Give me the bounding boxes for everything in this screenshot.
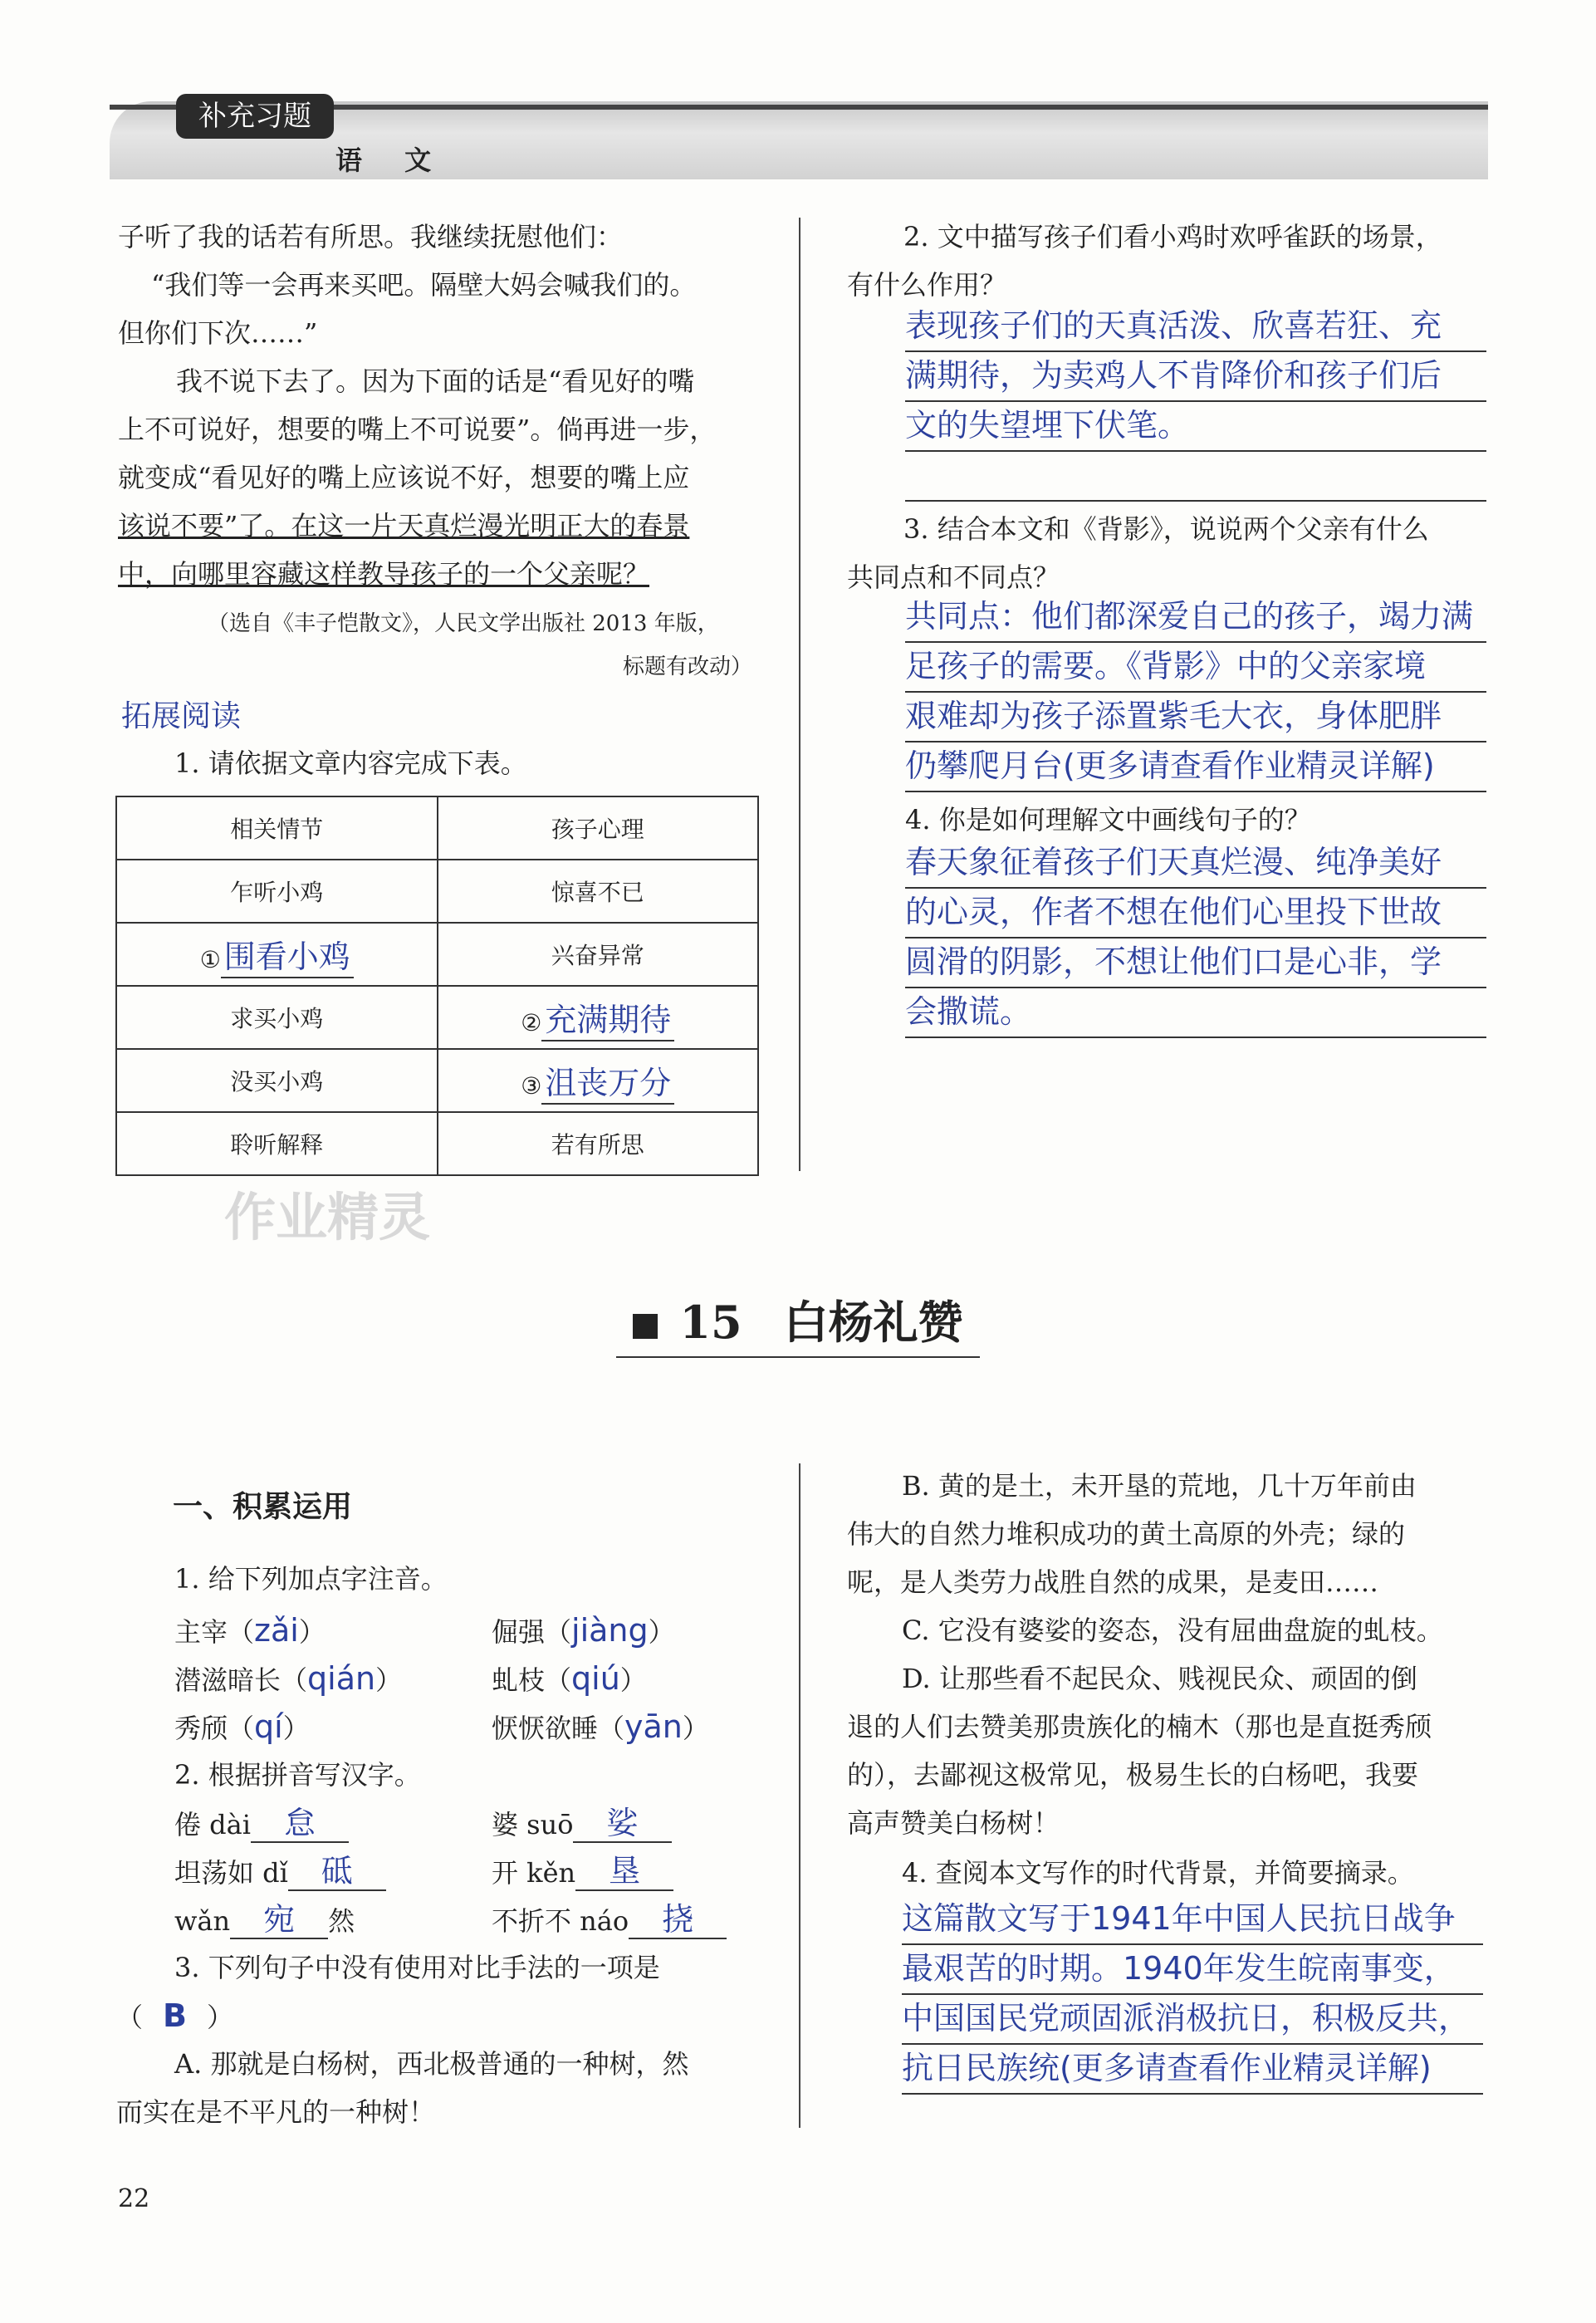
hanzi-item: 倦 dài 怠 — [174, 1799, 349, 1849]
pinyin-item: 恹恹欲睡（yān） — [492, 1708, 709, 1745]
question-4-background: 4. 查阅本文写作的时代背景，并简要摘录。 — [902, 1857, 1414, 1889]
question-2-block: 2. 文中描写孩子们看小鸡时欢呼雀跃的场景， 有什么作用？ — [847, 221, 1442, 301]
hanzi-item: 不折不 náo 挠 — [492, 1895, 727, 1945]
hanzi-item: 坦荡如 dǐ 砥 — [174, 1847, 386, 1897]
column-divider-bottom — [799, 1463, 800, 2128]
hanzi-item: 婆 suō 娑 — [492, 1799, 672, 1849]
chapter-title: 15 白杨礼赞 — [0, 1287, 1596, 1358]
pinyin-item: 秀颀（qí） — [174, 1708, 310, 1745]
table-row: 求买小鸡 ② 充满期待 — [116, 986, 758, 1049]
answer-4-background: 这篇散文写于1941年中国人民抗日战争 最艰苦的时期。1940年发生皖南事变， 中国国民党顽固派消极抗日，积极反共， 抗日民族统(更多请查看作业精灵详解) — [902, 1895, 1483, 2095]
section-title-extended-reading: 拓展阅读 — [121, 699, 242, 733]
pinyin-item: 主宰（zǎi） — [174, 1612, 326, 1649]
table-row: 聆听解释 若有所思 — [116, 1112, 758, 1175]
question-3-block: 3. 结合本文和《背影》，说说两个父亲有什么 共同点和不同点？ — [847, 513, 1429, 593]
table-row — [116, 796, 758, 860]
source-citation-2: 标题有改动） — [623, 654, 753, 679]
hanzi-item: 开 kěn 垦 — [492, 1847, 673, 1897]
question-1-pinyin: 1. 给下列加点字注音。 — [174, 1563, 448, 1595]
square-bullet-icon — [633, 1314, 658, 1339]
answer-4: 春天象征着孩子们天真烂漫、纯净美好 的心灵，作者不想在他们心里投下世故 圆滑的阴影，不想让他们口是心非，学 会撒谎。 — [905, 839, 1486, 1038]
underlined-sentence-2: 中，向哪里容藏这样教导孩子的一个父亲呢？ — [118, 558, 650, 590]
plot-table — [115, 796, 759, 1176]
header-subject: 语 文 — [335, 145, 448, 176]
section-title-accumulation: 一、积累运用 — [173, 1490, 353, 1524]
pinyin-item: 虬枝（qiú） — [492, 1660, 647, 1697]
table-header: 相关情节 — [116, 796, 438, 860]
watermark: 作业精灵 — [224, 1187, 431, 1247]
page-number: 22 — [118, 2184, 150, 2213]
answer-blank: 围看小鸡 — [221, 931, 354, 978]
column-divider-top — [799, 218, 800, 1171]
table-row: 没买小鸡 ③ 沮丧万分 — [116, 1049, 758, 1112]
table-row: ① 围看小鸡 兴奋异常 — [116, 923, 758, 986]
table-row: 乍听小鸡 惊喜不已 — [116, 860, 758, 923]
source-citation: （选自《丰子恺散文》，人民文学出版社 2013 年版， — [208, 611, 719, 636]
question-2-hanzi: 2. 根据拼音写汉字。 — [174, 1759, 421, 1791]
option-a-line2: 而实在是不平凡的一种树！ — [116, 2096, 436, 2128]
underlined-sentence-1: 该说不要”了。在这一片天真烂漫光明正大的春景 — [118, 510, 690, 542]
answer-blank: 沮丧万分 — [541, 1057, 674, 1105]
answer-3: 共同点：他们都深爱自己的孩子，竭力满 足孩子的需要。《背影》中的父亲家境 艰难却为孩子添置紫毛大衣，身体肥胖 仍攀爬月台(更多请查看作业精灵详解) — [905, 593, 1486, 792]
table-header: 孩子心理 — [438, 796, 759, 860]
options-bcd: B. 黄的是土，未开垦的荒地，几十万年前由 伟大的自然力堆积成功的黄土高原的外壳；绿的 呢，是人类劳力战胜自然的成果，是麦田…… C. 它没有婆娑的姿态，没有屈曲盘旋的虬枝。 D. 让那些看不起民众、贱视民众、顽固的倒 退的人们去赞美那贵族化的楠木（那也是直挺秀颀 的），去鄙视这极常见，极易生长的白杨吧，我要 高声赞美白杨树！ — [847, 1470, 1443, 1839]
option-a-line1: A. 那就是白杨树，西北极普通的一种树，然 — [174, 2048, 689, 2080]
answer-2: 表现孩子们的天真活泼、欣喜若狂、充 满期待，为卖鸡人不肯降价和孩子们后 文的失望埋下伏笔。 — [905, 302, 1486, 502]
pinyin-item: 潜滋暗长（qián） — [174, 1660, 403, 1697]
question-4: 4. 你是如何理解文中画线句子的？ — [905, 804, 1311, 836]
hanzi-item: wǎn 宛 然 — [174, 1901, 355, 1938]
answer-blank: 充满期待 — [541, 994, 674, 1041]
pinyin-item: 倔强（jiàng） — [492, 1612, 675, 1649]
header-tag: 补充习题 — [176, 94, 334, 139]
question-1: 1. 请依据文章内容完成下表。 — [174, 747, 527, 779]
passage-excerpt: 子听了我的话若有所思。我继续抚慰他们： “我们等一会再来买吧。隔壁大妈会喊我们的。 但你们下次……” 我不说下去了。因为下面的话是“看见好的嘴 上不可说好，想要的嘴上不可说要”。倘再进一步， 就变成“看见好的嘴上应该说不好，想要的嘴上应 该说不要”了。在这一片天真烂漫光明正大的春景 中，向哪里容藏这样教导孩子的一个父亲呢？ — [118, 213, 766, 598]
question-3-contrast: 3. 下列句子中没有使用对比手法的一项是 — [174, 1952, 660, 1983]
question-3-answer: （ B ） — [116, 1997, 233, 2034]
